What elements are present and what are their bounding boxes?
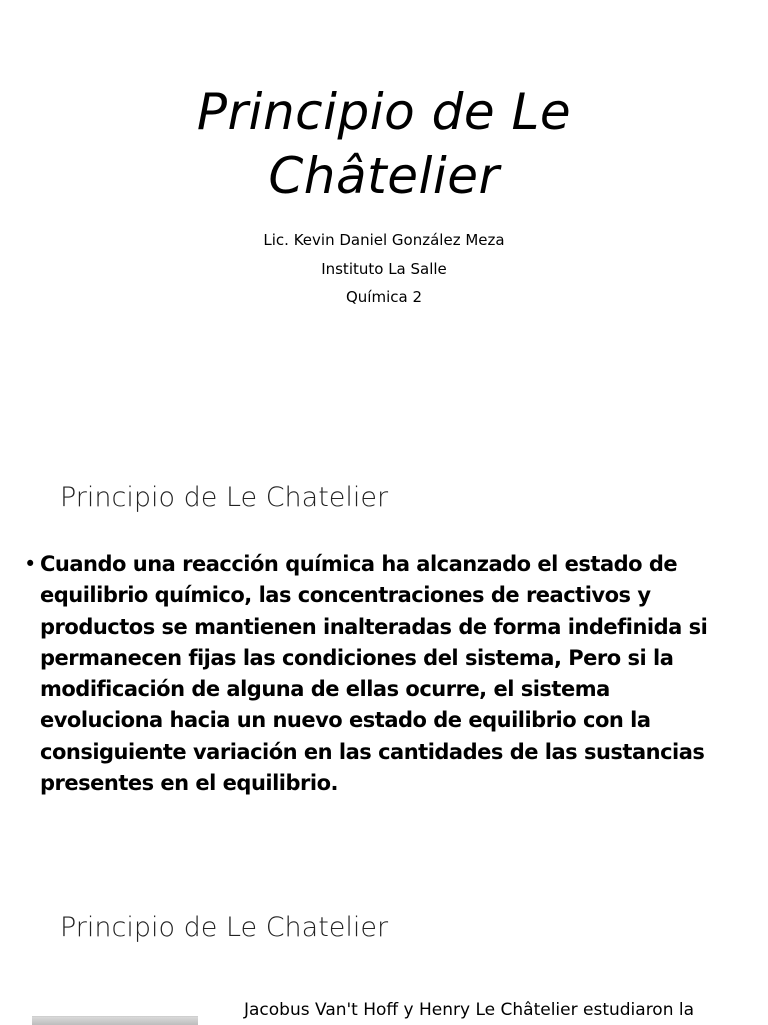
bullet-line: equilibrio químico, las concentraciones de reactivos y xyxy=(40,583,651,608)
bullet-line: permanecen fijas las condiciones del sistema, Pero si la xyxy=(40,645,674,670)
title-slide xyxy=(0,0,768,432)
bullet-line: modificación de alguna de ellas ocurre, el sistema xyxy=(40,677,610,702)
institution-name: Instituto La Salle xyxy=(321,260,447,278)
bullet-line: productos se mantienen inalteradas de forma indefinida si xyxy=(40,614,708,639)
author-name: Lic. Kevin Daniel González Meza xyxy=(263,231,505,249)
definition-bullet xyxy=(24,549,760,799)
course-name: Química 2 xyxy=(345,288,422,306)
slide-heading: Principio de Le Chatelier xyxy=(60,912,389,943)
bullet-line: consiguiente variación en las cantidades de las sustancias xyxy=(40,739,705,764)
definition-slide xyxy=(0,440,768,872)
history-text: Jacobus Van't Hoff y Henry Le Châtelier estudiaron la xyxy=(244,1000,695,1020)
slide-heading: Principio de Le Chatelier xyxy=(60,482,389,513)
presentation-title xyxy=(0,80,768,208)
bullet-mark: • xyxy=(24,552,36,576)
title-line-2: Châtelier xyxy=(268,147,500,205)
bullet-line: presentes en el equilibrio. xyxy=(40,771,338,796)
bullet-line: Cuando una reacción química ha alcanzado el estado de xyxy=(40,552,678,576)
bullet-line: evoluciona hacia un nuevo estado de equilibrio con la xyxy=(40,708,651,733)
history-slide xyxy=(0,880,768,1024)
title-line-1: Principio de Le xyxy=(196,83,572,141)
